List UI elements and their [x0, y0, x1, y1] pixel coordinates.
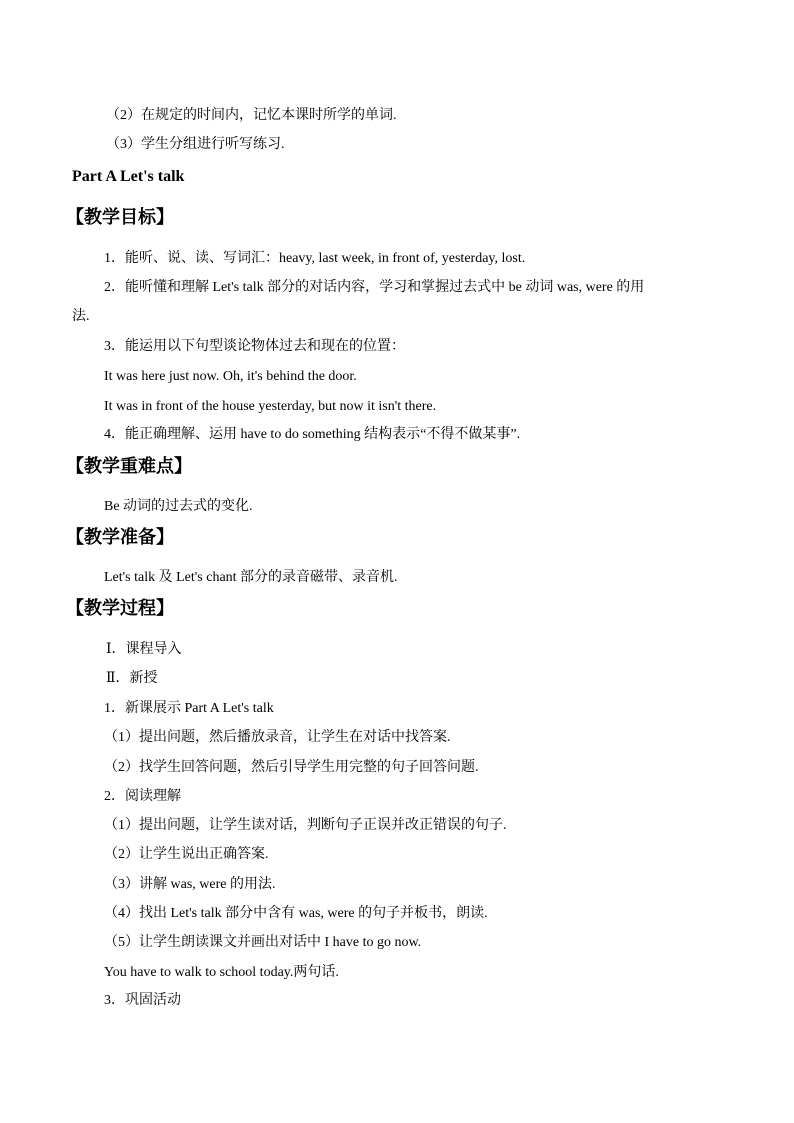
- process-item-4: （1）提出问题，然后播放录音，让学生在对话中找答案.: [104, 730, 451, 745]
- part-title: Part A Let's talk: [72, 168, 185, 185]
- preparation-heading: 【教学准备】: [66, 527, 174, 548]
- process-item-11: （5）让学生朗读课文并画出对话中 I have to go now.: [104, 935, 422, 950]
- key-points-text: Be 动词的过去式的变化.: [104, 499, 253, 514]
- process-item-9: （3）讲解 was, were 的用法.: [104, 877, 276, 892]
- process-item-8: （2）让学生说出正确答案.: [104, 847, 269, 862]
- objective-item-2: 2．能听懂和理解 Let's talk 部分的对话内容，学习和掌握过去式中 be 动词 was, were 的用: [104, 280, 645, 295]
- process-heading: 【教学过程】: [66, 598, 174, 619]
- intro-line-2: （3）学生分组进行听写练习.: [106, 137, 285, 152]
- process-item-12: You have to walk to school today.两句话.: [104, 965, 339, 980]
- process-item-3: 1．新课展示 Part A Let's talk: [104, 701, 274, 716]
- process-item-2: Ⅱ．新授: [106, 671, 158, 686]
- objective-example-1: It was here just now. Oh, it's behind the door.: [104, 369, 357, 384]
- objectives-heading: 【教学目标】: [66, 207, 174, 228]
- objective-item-4: 4．能正确理解、运用 have to do something 结构表示“不得不做某事”.: [104, 427, 521, 442]
- key-points-heading: 【教学重难点】: [66, 456, 192, 477]
- process-item-6: 2．阅读理解: [104, 789, 181, 804]
- objective-item-1: 1．能听、说、读、写词汇：heavy, last week, in front of, yesterday, lost.: [104, 251, 526, 266]
- preparation-text: Let's talk 及 Let's chant 部分的录音磁带、录音机.: [104, 570, 398, 585]
- objective-example-2: It was in front of the house yesterday, but now it isn't there.: [104, 399, 437, 414]
- process-item-5: （2）找学生回答问题，然后引导学生用完整的句子回答问题.: [104, 760, 479, 775]
- process-item-1: Ⅰ．课程导入: [106, 642, 182, 657]
- process-item-7: （1）提出问题，让学生读对话，判断句子正误并改正错误的句子.: [104, 818, 507, 833]
- objective-item-3: 3．能运用以下句型谈论物体过去和现在的位置：: [104, 339, 405, 354]
- objective-item-2-cont: 法.: [72, 309, 90, 324]
- process-item-13: 3．巩固活动: [104, 993, 181, 1008]
- intro-line-1: （2）在规定的时间内，记忆本课时所学的单词.: [106, 108, 397, 123]
- process-item-10: （4）找出 Let's talk 部分中含有 was, were 的句子并板书，朗读.: [104, 906, 488, 921]
